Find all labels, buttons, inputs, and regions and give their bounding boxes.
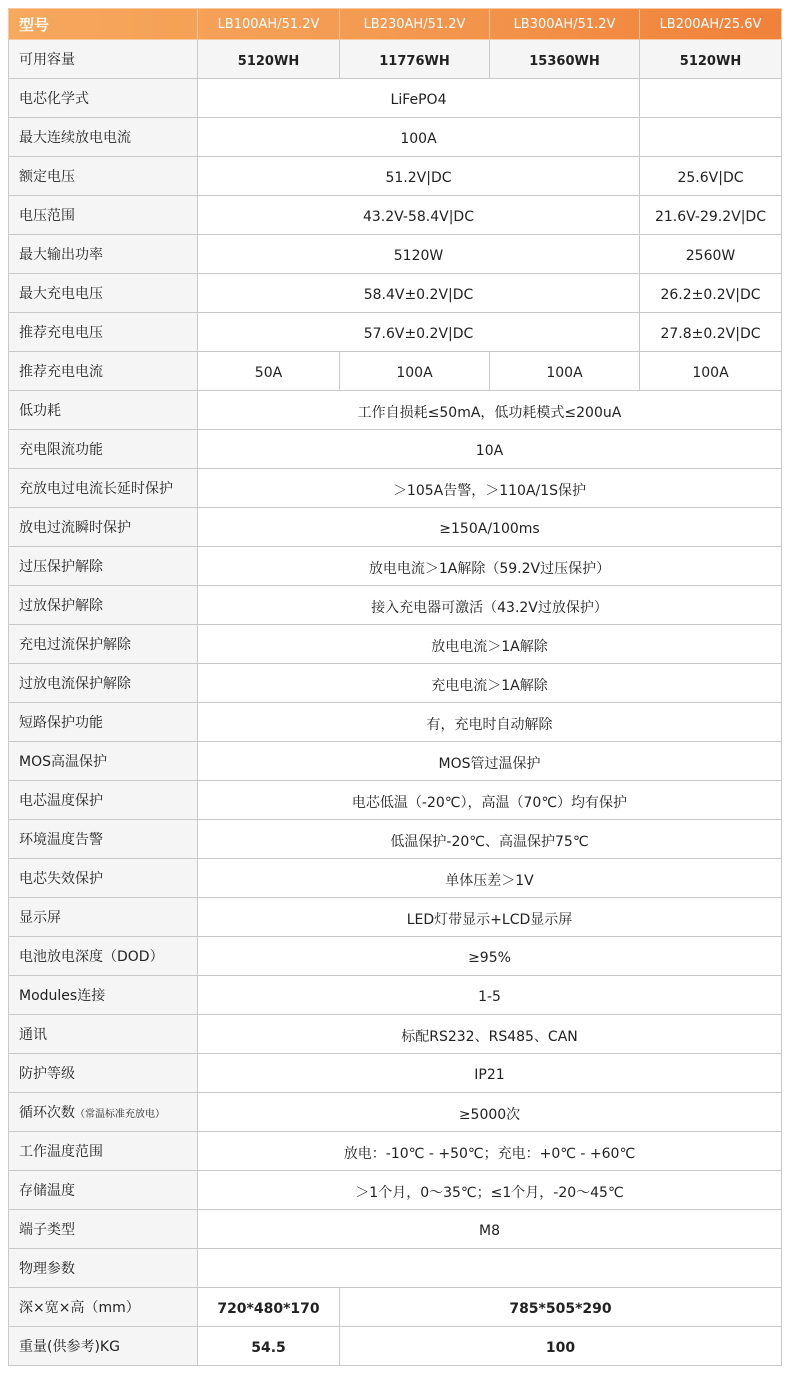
table-row	[9, 508, 782, 547]
table-row	[9, 781, 782, 820]
row-value: LED灯带显示+LCD显示屏	[198, 898, 782, 937]
table-row	[9, 1093, 782, 1132]
row-value-alt: 25.6V|DC	[640, 157, 782, 196]
row-value: ≥150A/100ms	[198, 508, 782, 547]
table-row	[9, 274, 782, 313]
row-value: 充电电流＞1A解除	[198, 664, 782, 703]
row-value: 50A	[198, 352, 340, 391]
capacity-row	[9, 40, 782, 79]
row-value: 57.6V±0.2V|DC	[198, 313, 640, 352]
header-lb300: LB300AH/51.2V	[490, 9, 640, 40]
table-row	[9, 430, 782, 469]
spec-table-container	[8, 8, 781, 1366]
table-row	[9, 703, 782, 742]
row-value: 电芯低温（-20℃），高温（70℃）均有保护	[198, 781, 782, 820]
row-value: 43.2V-58.4V|DC	[198, 196, 640, 235]
row-value: 51.2V|DC	[198, 157, 640, 196]
row-value: 58.4V±0.2V|DC	[198, 274, 640, 313]
table-row	[9, 1327, 782, 1366]
capacity-lb300: 15360WH	[490, 40, 640, 79]
row-label: 短路保护功能	[9, 703, 198, 742]
row-label: 充电过流保护解除	[9, 625, 198, 664]
table-row	[9, 391, 782, 430]
row-label: 可用容量	[9, 40, 198, 79]
table-row	[9, 742, 782, 781]
row-value: 低温保护-20℃、高温保护75℃	[198, 820, 782, 859]
header-lb230: LB230AH/51.2V	[340, 9, 490, 40]
row-label: 电芯温度保护	[9, 781, 198, 820]
row-label: 物理参数	[9, 1249, 198, 1288]
row-label: 放电过流瞬时保护	[9, 508, 198, 547]
row-value: 10A	[198, 430, 782, 469]
row-value: 有，充电时自动解除	[198, 703, 782, 742]
row-label: 重量(供参考)KG	[9, 1327, 198, 1366]
dimensions-lb100: 720*480*170	[198, 1288, 340, 1327]
row-value: 1-5	[198, 976, 782, 1015]
row-label: 充电限流功能	[9, 430, 198, 469]
cycles-label: 循环次数	[19, 1105, 75, 1121]
row-value: 5120W	[198, 235, 640, 274]
row-label: 最大连续放电电流	[9, 118, 198, 157]
table-row	[9, 1015, 782, 1054]
row-label: 电芯失效保护	[9, 859, 198, 898]
row-value: 放电电流＞1A解除	[198, 625, 782, 664]
row-value: 放电电流＞1A解除（59.2V过压保护）	[198, 547, 782, 586]
table-row	[9, 313, 782, 352]
row-value: IP21	[198, 1054, 782, 1093]
row-value: ＞105A告警，＞110A/1S保护	[198, 469, 782, 508]
row-value	[198, 1249, 782, 1288]
row-label: 存储温度	[9, 1171, 198, 1210]
row-label: 深×宽×高（mm）	[9, 1288, 198, 1327]
weight-lb100: 54.5	[198, 1327, 340, 1366]
table-row	[9, 1249, 782, 1288]
table-row	[9, 1054, 782, 1093]
dimensions-others: 785*505*290	[340, 1288, 782, 1327]
table-row	[9, 1171, 782, 1210]
row-label: 电芯化学式	[9, 79, 198, 118]
row-value: ≥5000次	[198, 1093, 782, 1132]
row-label: 充放电过电流长延时保护	[9, 469, 198, 508]
row-label: 过放电流保护解除	[9, 664, 198, 703]
row-value: M8	[198, 1210, 782, 1249]
row-value: 100A	[198, 118, 640, 157]
row-value: ＞1个月，0～35℃；≤1个月，-20～45℃	[198, 1171, 782, 1210]
table-row	[9, 547, 782, 586]
row-value: 工作自损耗≤50mA，低功耗模式≤200uA	[198, 391, 782, 430]
row-label: 环境温度告警	[9, 820, 198, 859]
row-label	[9, 1093, 198, 1132]
row-value: MOS管过温保护	[198, 742, 782, 781]
row-value: ≥95%	[198, 937, 782, 976]
header-model: 型号	[9, 9, 198, 40]
table-row	[9, 664, 782, 703]
capacity-lb100: 5120WH	[198, 40, 340, 79]
header-lb200: LB200AH/25.6V	[640, 9, 782, 40]
row-value: 100A	[340, 352, 490, 391]
row-label: 最大充电电压	[9, 274, 198, 313]
row-label: 过放保护解除	[9, 586, 198, 625]
row-value: 标配RS232、RS485、CAN	[198, 1015, 782, 1054]
row-label: 通讯	[9, 1015, 198, 1054]
table-row	[9, 859, 782, 898]
row-label: 额定电压	[9, 157, 198, 196]
row-value: 接入充电器可激活（43.2V过放保护）	[198, 586, 782, 625]
row-label: Modules连接	[9, 976, 198, 1015]
table-row	[9, 469, 782, 508]
row-label: 电压范围	[9, 196, 198, 235]
table-row	[9, 625, 782, 664]
row-label: 最大输出功率	[9, 235, 198, 274]
row-label: MOS高温保护	[9, 742, 198, 781]
table-row	[9, 1210, 782, 1249]
table-row	[9, 898, 782, 937]
table-row	[9, 586, 782, 625]
row-value: 单体压差＞1V	[198, 859, 782, 898]
row-label: 工作温度范围	[9, 1132, 198, 1171]
table-row	[9, 196, 782, 235]
table-row	[9, 157, 782, 196]
spec-table	[8, 8, 782, 1366]
header-lb100: LB100AH/51.2V	[198, 9, 340, 40]
row-label: 低功耗	[9, 391, 198, 430]
row-label: 电池放电深度（DOD）	[9, 937, 198, 976]
row-label: 推荐充电电流	[9, 352, 198, 391]
row-value: LiFePO4	[198, 79, 640, 118]
table-row	[9, 235, 782, 274]
table-row	[9, 352, 782, 391]
header-row	[9, 9, 782, 40]
row-value: 放电：-10℃ - +50℃；充电：+0℃ - +60℃	[198, 1132, 782, 1171]
table-row	[9, 976, 782, 1015]
row-label: 端子类型	[9, 1210, 198, 1249]
row-value-alt: 21.6V-29.2V|DC	[640, 196, 782, 235]
row-value: 100A	[640, 352, 782, 391]
capacity-lb230: 11776WH	[340, 40, 490, 79]
row-value-alt: 26.2±0.2V|DC	[640, 274, 782, 313]
row-label: 防护等级	[9, 1054, 198, 1093]
capacity-lb200: 5120WH	[640, 40, 782, 79]
row-value-alt: 2560W	[640, 235, 782, 274]
row-value-alt: 27.8±0.2V|DC	[640, 313, 782, 352]
table-row	[9, 1288, 782, 1327]
table-row	[9, 1132, 782, 1171]
table-row	[9, 820, 782, 859]
row-value-alt	[640, 118, 782, 157]
row-label: 显示屏	[9, 898, 198, 937]
table-row	[9, 937, 782, 976]
weight-others: 100	[340, 1327, 782, 1366]
row-label: 推荐充电电压	[9, 313, 198, 352]
row-value-alt	[640, 79, 782, 118]
table-row	[9, 79, 782, 118]
cycles-label-note: （常温标准充放电）	[75, 1109, 165, 1120]
table-row	[9, 118, 782, 157]
row-value: 100A	[490, 352, 640, 391]
row-label: 过压保护解除	[9, 547, 198, 586]
